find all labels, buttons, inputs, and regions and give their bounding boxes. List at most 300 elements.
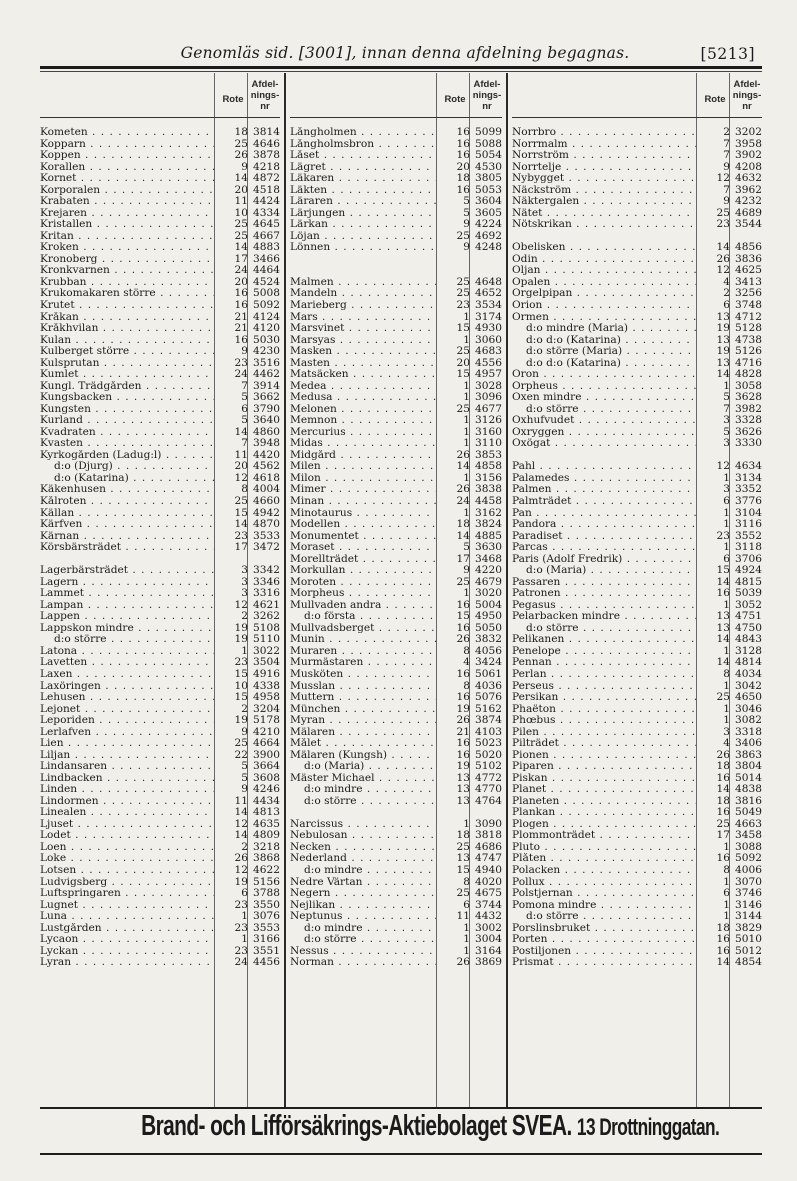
directory-entry (290, 623, 502, 635)
entry-afdelnings-nr: 3118 (735, 541, 762, 554)
entry-name: Matsäcken . . . (290, 369, 436, 381)
entry-rote: 15 (456, 610, 470, 623)
entry-rote: 15 (234, 506, 248, 519)
entry-rote: 16 (234, 298, 248, 311)
entry-name: Lyckan . . . (40, 946, 214, 958)
entry-afdelnings-nr: 3262 (253, 610, 280, 623)
directory-entry (40, 150, 280, 162)
entry-name: Lejonet . . . (40, 704, 214, 716)
entry-rote: 16 (234, 287, 248, 300)
entry-name: Lampan . . . (40, 600, 214, 612)
entry-afdelnings-nr: 4056 (475, 644, 502, 657)
entry-name: Marsvinet . . . (290, 323, 436, 335)
entry-name: Kurland . . . (40, 415, 214, 427)
entry-afdelnings-nr: 4814 (735, 656, 762, 669)
entry-afdelnings-nr: 4210 (253, 725, 280, 738)
entry-rote: 23 (234, 656, 248, 669)
directory-entry (290, 692, 502, 704)
entry-rote: 20 (234, 460, 248, 473)
entry-rote: 13 (456, 771, 470, 784)
entry-rote: 16 (716, 587, 730, 600)
entry-afdelnings-nr: 3744 (475, 898, 502, 911)
entry-rote: 23 (234, 356, 248, 369)
entry-name: Morpheus . . . (290, 588, 436, 600)
entry-rote: 23 (716, 529, 730, 542)
directory-entry (512, 346, 762, 358)
entry-rote: 20 (234, 183, 248, 196)
entry-afdelnings-nr: 3002 (475, 921, 502, 934)
entry-name: d:o större . . . (512, 623, 696, 635)
directory-entry (290, 634, 502, 646)
entry-rote: 1 (723, 518, 730, 531)
entry-rote: 3 (241, 575, 248, 588)
entry-name: Kungsten . . . (40, 404, 214, 416)
directory-entry (290, 139, 502, 151)
entry-afdelnings-nr: 3318 (735, 725, 762, 738)
entry-name: Norrström . . . (512, 150, 696, 162)
entry-name: d:o större . . . (40, 634, 214, 646)
entry-rote: 14 (716, 575, 730, 588)
entry-name: Nötskrikan . . . (512, 219, 696, 231)
entry-name: Prismat . . . (512, 957, 696, 969)
entry-rote: 1 (723, 506, 730, 519)
entry-afdelnings-nr: 5092 (735, 852, 762, 865)
directory-entry (40, 496, 280, 508)
entry-name: Medea . . . (290, 381, 436, 393)
entry-rote: 1 (463, 587, 470, 600)
entry-name: Muraren . . . (290, 646, 436, 658)
entry-name: Oxögat . . . (512, 438, 696, 450)
entry-afdelnings-nr: 4524 (253, 275, 280, 288)
entry-name: Porslinsbruket . . . (512, 923, 696, 935)
entry-rote: 16 (456, 737, 470, 750)
entry-afdelnings-nr: 4634 (735, 460, 762, 473)
entry-rote: 12 (716, 264, 730, 277)
entry-name: Orgelpipan . . . (512, 288, 696, 300)
directory-entry (40, 196, 280, 208)
directory-entry (290, 508, 502, 520)
entry-name: Läkaren . . . (290, 173, 436, 185)
directory-entry (290, 750, 502, 762)
entry-name: Körsbärsträdet . . . (40, 542, 214, 554)
entry-name: Plommonträdet . . . (512, 830, 696, 842)
entry-afdelnings-nr: 5050 (475, 621, 502, 634)
column-b (290, 73, 502, 1107)
entry-afdelnings-nr: 3790 (253, 402, 280, 415)
entry-rote: 23 (234, 898, 248, 911)
entry-name: Oron . . . (512, 369, 696, 381)
entry-afdelnings-nr: 3664 (253, 760, 280, 773)
entry-rote: 16 (456, 667, 470, 680)
column-header-rule (290, 117, 502, 118)
entry-name: Milen . . . (290, 461, 436, 473)
entry-name: Marsyas . . . (290, 335, 436, 347)
entry-name: Kulberget större . . . (40, 346, 214, 358)
directory-entry (40, 542, 280, 554)
entry-afdelnings-nr: 5128 (735, 322, 762, 335)
entry-rote: 19 (234, 714, 248, 727)
entry-rote: 5 (463, 195, 470, 208)
directory-entry (512, 911, 762, 923)
entry-rote: 1 (463, 391, 470, 404)
entry-list (290, 127, 502, 969)
entry-afdelnings-nr: 3042 (735, 679, 762, 692)
directory-entry (290, 715, 502, 727)
entry-name: Minotaurus . . . (290, 508, 436, 520)
directory-entry (290, 196, 502, 208)
directory-entry (290, 531, 502, 543)
entry-afdelnings-nr: 4872 (253, 172, 280, 185)
entry-name: Patronen . . . (512, 588, 696, 600)
nings-label: nings- (250, 90, 280, 101)
entry-rote: 1 (463, 944, 470, 957)
entry-rote: 14 (716, 241, 730, 254)
entry-name: Nebulosan . . . (290, 830, 436, 842)
entry-name: d:o mindre (Maria) . . . (512, 323, 696, 335)
entry-rote: 6 (241, 887, 248, 900)
directory-entry (290, 496, 502, 508)
entry-name: Krejaren . . . (40, 208, 214, 220)
entry-name: Nedre Värtan . . . (290, 877, 436, 889)
directory-entry (290, 519, 502, 531)
entry-name: Lindormen . . . (40, 796, 214, 808)
afdelnings-nr-header (250, 79, 280, 112)
entry-name: Mandeln . . . (290, 288, 436, 300)
entry-afdelnings-nr: 3829 (735, 921, 762, 934)
entry-rote: 13 (456, 794, 470, 807)
entry-rote: 4 (723, 275, 730, 288)
entry-name: Korporalen . . . (40, 185, 214, 197)
entry-afdelnings-nr: 4618 (253, 471, 280, 484)
entry-name: Kråkhvilan . . . (40, 323, 214, 335)
entry-afdelnings-nr: 4843 (735, 633, 762, 646)
entry-name: Marieberg . . . (290, 300, 436, 312)
entry-name: Passaren . . . (512, 577, 696, 589)
entry-name: Lönnen . . . (290, 242, 436, 254)
entry-name: Ludvigsberg . . . (40, 877, 214, 889)
entry-afdelnings-nr: 3070 (735, 875, 762, 888)
entry-afdelnings-nr: 4747 (475, 852, 502, 865)
directory-entry (290, 162, 502, 174)
directory-entry (290, 830, 502, 842)
entry-afdelnings-nr: 4764 (475, 794, 502, 807)
entry-rote: 1 (723, 898, 730, 911)
entry-rote: 13 (716, 333, 730, 346)
entry-name: Målet . . . (290, 738, 436, 750)
entry-rote: 25 (234, 737, 248, 750)
entry-rote: 5 (241, 391, 248, 404)
entry-name: Piparen . . . (512, 761, 696, 773)
entry-name: Långholmsbron . . . (290, 139, 436, 151)
entry-rote: 16 (716, 806, 730, 819)
entry-name: Laxen . . . (40, 669, 214, 681)
entry-rote: 13 (716, 356, 730, 369)
entry-rote: 9 (241, 160, 248, 173)
entry-afdelnings-nr: 3534 (475, 298, 502, 311)
entry-rote: 21 (456, 725, 470, 738)
entry-afdelnings-nr: 3028 (475, 379, 502, 392)
entry-name: Långholmen . . . (290, 127, 436, 139)
entry-rote: 14 (716, 956, 730, 969)
entry-rote: 1 (463, 310, 470, 323)
entry-rote: 13 (716, 610, 730, 623)
entry-name: d:o större (Maria) . . . (512, 346, 696, 358)
entry-rote: 26 (716, 252, 730, 265)
entry-rote: 13 (456, 852, 470, 865)
entry-name: Läraren . . . (290, 196, 436, 208)
entry-rote: 23 (234, 944, 248, 957)
entry-name: Pilen . . . (512, 727, 696, 739)
entry-name: Luna . . . (40, 911, 214, 923)
entry-name: d:o mindre . . . (290, 784, 436, 796)
entry-afdelnings-nr: 3962 (735, 183, 762, 196)
entry-afdelnings-nr: 3046 (735, 702, 762, 715)
entry-rote: 18 (456, 829, 470, 842)
entry-rote: 6 (723, 887, 730, 900)
entry-rote: 1 (463, 921, 470, 934)
afdelnings-nr-header (732, 79, 762, 112)
entry-afdelnings-nr: 3088 (735, 840, 762, 853)
entry-name: d:o d:o (Katarina) . . . (512, 358, 696, 370)
directory-entry (290, 877, 502, 889)
entry-afdelnings-nr: 3958 (735, 137, 762, 150)
column-divider (506, 73, 508, 1107)
entry-afdelnings-nr: 3902 (735, 149, 762, 162)
entry-rote: 18 (456, 172, 470, 185)
entry-name: Kärnan . . . (40, 531, 214, 543)
entry-afdelnings-nr: 3628 (735, 391, 762, 404)
entry-rote: 6 (723, 298, 730, 311)
entry-rote: 1 (723, 840, 730, 853)
entry-rote: 2 (241, 702, 248, 715)
entry-rote: 1 (241, 933, 248, 946)
entry-name: Norrtelje . . . (512, 162, 696, 174)
entry-afdelnings-nr: 3551 (253, 944, 280, 957)
entry-name: Leporiden . . . (40, 715, 214, 727)
entry-name: Orpheus . . . (512, 381, 696, 393)
afdel-label: Afdel- (733, 79, 761, 90)
entry-rote: 18 (716, 794, 730, 807)
entry-afdelnings-nr: 4646 (253, 137, 280, 150)
entry-rote: 18 (716, 921, 730, 934)
entry-name: Lagerbärsträdet . . . (40, 565, 214, 577)
entry-name: Lugnet . . . (40, 900, 214, 912)
entry-afdelnings-nr: 4716 (735, 356, 762, 369)
directory-entry (512, 957, 762, 969)
entry-afdelnings-nr: 3134 (735, 471, 762, 484)
entry-afdelnings-nr: 3126 (475, 414, 502, 427)
directory-entry (40, 369, 280, 381)
entry-afdelnings-nr: 4518 (253, 183, 280, 196)
entry-name: Moraset . . . (290, 542, 436, 554)
entry-afdelnings-nr: 4424 (253, 195, 280, 208)
entry-afdelnings-nr: 4828 (735, 368, 762, 381)
directory-entry (290, 773, 502, 785)
directory-entry (512, 669, 762, 681)
entry-name: Mercurius . . . (290, 427, 436, 439)
entry-rote: 22 (234, 748, 248, 761)
entry-name: Nessus . . . (290, 946, 436, 958)
directory-entry (290, 381, 502, 393)
entry-name: Pahl . . . (512, 461, 696, 473)
entry-name: Lappen . . . (40, 611, 214, 623)
entry-name: Lycaon . . . (40, 934, 214, 946)
entry-name: Norman . . . (290, 957, 436, 969)
entry-rote: 16 (716, 933, 730, 946)
entry-name: Lotsen . . . (40, 865, 214, 877)
entry-rote: 13 (716, 310, 730, 323)
entry-afdelnings-nr: 3413 (735, 275, 762, 288)
directory-entry (290, 819, 502, 831)
entry-rote: 7 (723, 402, 730, 415)
entry-name: Kometen . . . (40, 127, 214, 139)
entry-name: Postiljonen . . . (512, 946, 696, 958)
entry-afdelnings-nr: 5010 (735, 933, 762, 946)
entry-rote: 17 (456, 552, 470, 565)
entry-name: Oxhufvudet . . . (512, 415, 696, 427)
entry-name: Näktergalen . . . (512, 196, 696, 208)
entry-rote: 1 (723, 714, 730, 727)
entry-name: Lammet . . . (40, 588, 214, 600)
directory-entry (512, 738, 762, 750)
directory-entry (290, 542, 502, 554)
directory-entry (290, 358, 502, 370)
entry-rote: 18 (234, 126, 248, 138)
entry-rote: 1 (723, 598, 730, 611)
entry-name: Kärfven . . . (40, 519, 214, 531)
entry-name: Malmen . . . (290, 277, 436, 289)
entry-rote: 7 (241, 437, 248, 450)
entry-name: Lärjungen . . . (290, 208, 436, 220)
entry-rote: 7 (241, 379, 248, 392)
entry-afdelnings-nr: 4338 (253, 679, 280, 692)
entry-name: München . . . (290, 704, 436, 716)
entry-afdelnings-nr: 3914 (253, 379, 280, 392)
entry-rote: 16 (234, 333, 248, 346)
entry-afdelnings-nr: 5126 (735, 345, 762, 358)
entry-afdelnings-nr: 3504 (253, 656, 280, 669)
entry-afdelnings-nr: 4958 (253, 691, 280, 704)
entry-afdelnings-nr: 5076 (475, 691, 502, 704)
entry-rote: 11 (234, 794, 248, 807)
entry-name: Käkenhusen . . . (40, 484, 214, 496)
entry-rote: 1 (723, 379, 730, 392)
entry-name: Pandora . . . (512, 519, 696, 531)
entry-name: Morkullan . . . (290, 565, 436, 577)
entry-afdelnings-nr: 3144 (735, 910, 762, 923)
directory-entry (290, 577, 502, 589)
entry-rote: 5 (241, 414, 248, 427)
entry-rote: 12 (234, 598, 248, 611)
directory-entry (290, 738, 502, 750)
afdel-label: Afdel- (473, 79, 501, 90)
entry-afdelnings-nr: 4230 (253, 345, 280, 358)
entry-name: Lustgården . . . (40, 923, 214, 935)
entry-afdelnings-nr: 5014 (735, 771, 762, 784)
directory-entry (290, 888, 502, 900)
entry-afdelnings-nr: 3116 (735, 518, 762, 531)
entry-afdelnings-nr: 5061 (475, 667, 502, 680)
afdel-label: Afdel- (251, 79, 279, 90)
entry-rote: 2 (241, 610, 248, 623)
entry-name: Palmträdet . . . (512, 496, 696, 508)
column-c (512, 73, 762, 1107)
entry-name: Pegasus . . . (512, 600, 696, 612)
directory-entry (290, 288, 502, 300)
entry-rote: 25 (234, 137, 248, 150)
directory-entry (40, 669, 280, 681)
nr-label: nr (482, 101, 492, 112)
entry-spacer (290, 254, 502, 266)
entry-rote: 16 (456, 748, 470, 761)
entry-rote: 9 (463, 241, 470, 254)
entry-afdelnings-nr: 4809 (253, 829, 280, 842)
entry-afdelnings-nr: 4420 (253, 448, 280, 461)
directory-entry (290, 923, 502, 935)
entry-afdelnings-nr: 4208 (735, 160, 762, 173)
directory-entry (40, 715, 280, 727)
entry-name: Latona . . . (40, 646, 214, 658)
directory-entry (512, 692, 762, 704)
entry-rote: 26 (234, 852, 248, 865)
entry-afdelnings-nr: 4224 (475, 218, 502, 231)
entry-rote: 14 (234, 806, 248, 819)
entry-rote: 26 (716, 748, 730, 761)
entry-rote: 16 (716, 771, 730, 784)
entry-afdelnings-nr: 4232 (735, 195, 762, 208)
entry-afdelnings-nr: 3552 (735, 529, 762, 542)
entry-name: Perlan . . . (512, 669, 696, 681)
entry-afdelnings-nr: 3900 (253, 748, 280, 761)
directory-entry (290, 427, 502, 439)
entry-name: Phaëton . . . (512, 704, 696, 716)
entry-rote: 11 (234, 448, 248, 461)
entry-name: Pionen . . . (512, 750, 696, 762)
entry-name: Kungl. Trädgården . . . (40, 381, 214, 393)
entry-afdelnings-nr: 3788 (253, 887, 280, 900)
entry-name: Necken . . . (290, 842, 436, 854)
directory-entry (290, 346, 502, 358)
entry-rote: 17 (234, 252, 248, 265)
entry-afdelnings-nr: 5030 (253, 333, 280, 346)
directory-entry (290, 842, 502, 854)
directory-entry (290, 484, 502, 496)
directory-entry (290, 796, 502, 808)
directory-entry (512, 934, 762, 946)
entry-name: Milon . . . (290, 473, 436, 485)
entry-spacer (290, 265, 502, 277)
directory-entry (290, 934, 502, 946)
entry-name: Kronkvarnen . . . (40, 265, 214, 277)
entry-afdelnings-nr: 4930 (475, 322, 502, 335)
entry-name: Koppen . . . (40, 150, 214, 162)
entry-rote: 26 (234, 149, 248, 162)
entry-afdelnings-nr: 4940 (475, 864, 502, 876)
entry-name: Kulsprutan . . . (40, 358, 214, 370)
entry-name: Läkten . . . (290, 185, 436, 197)
entry-rote: 1 (463, 817, 470, 830)
entry-name: Masten . . . (290, 358, 436, 370)
rote-header: Rote (704, 94, 726, 105)
entry-rote: 15 (456, 864, 470, 876)
entry-afdelnings-nr: 3533 (253, 529, 280, 542)
directory-entry (40, 957, 280, 969)
entry-afdelnings-nr: 4632 (735, 172, 762, 185)
entry-afdelnings-nr: 4621 (253, 598, 280, 611)
directory-entry (290, 473, 502, 485)
entry-name: Moroten . . . (290, 577, 436, 589)
entry-afdelnings-nr: 3544 (735, 218, 762, 231)
